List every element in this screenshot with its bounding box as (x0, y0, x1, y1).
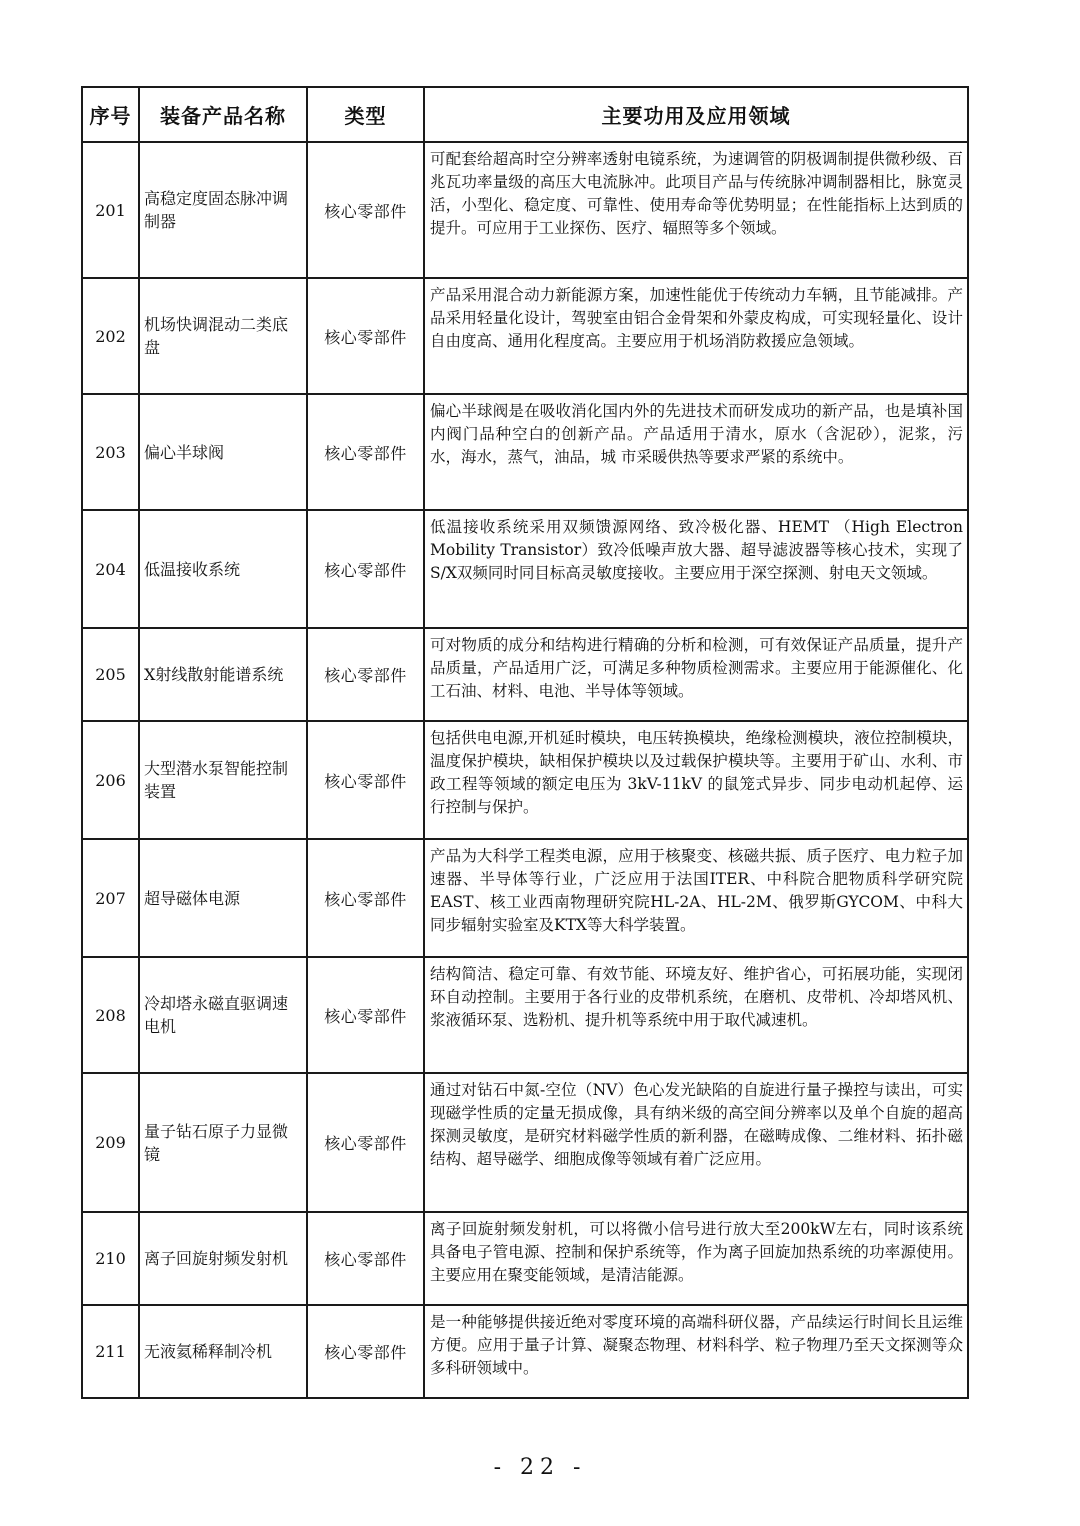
row-product-name: 机场快调混动二类底盘 (139, 278, 307, 394)
row-serial-no: 204 (82, 510, 139, 628)
row-serial-no: 208 (82, 957, 139, 1073)
row-type: 核心零部件 (307, 278, 424, 394)
row-serial-no: 203 (82, 394, 139, 510)
header-product-name: 装备产品名称 (139, 87, 307, 142)
row-description: 产品为大科学工程类电源，应用于核聚变、核磁共振、质子医疗、电力粒子加速器、半导体等行业，广泛应用于法国ITER、中科院合肥物质科学研究院EAST、核工业西南物理研究院HL-2A、HL-2M、俄罗斯GYCOM、中科大同步辐射实验室及KTX等大科学装置。 (424, 839, 968, 957)
row-description: 可对物质的成分和结构进行精确的分析和检测，可有效保证产品质量，提升产品质量，产品适用广泛，可满足多种物质检测需求。主要应用于能源催化、化工石油、材料、电池、半导体等领域。 (424, 628, 968, 721)
row-type: 核心零部件 (307, 1212, 424, 1305)
table-row (82, 628, 968, 721)
page-number: - 22 - (493, 1455, 587, 1480)
row-product-name: 量子钻石原子力显微镜 (139, 1073, 307, 1212)
row-type: 核心零部件 (307, 394, 424, 510)
row-serial-no: 209 (82, 1073, 139, 1212)
row-serial-no: 201 (82, 142, 139, 278)
equipment-table (81, 86, 969, 1399)
row-product-name: 低温接收系统 (139, 510, 307, 628)
row-description: 偏心半球阀是在吸收消化国内外的先进技术而研发成功的新产品，也是填补国内阀门品种空白的创新产品。产品适用于清水，原水（含泥砂），泥浆，污水，海水，蒸气，油品，城 市采暖供热等要求严紧的系统中。 (424, 394, 968, 510)
row-description: 离子回旋射频发射机，可以将微小信号进行放大至200kW左右，同时该系统具备电子管电源、控制和保护系统等，作为离子回旋加热系统的功率源使用。主要应用在聚变能领域，是清洁能源。 (424, 1212, 968, 1305)
row-description: 产品采用混合动力新能源方案，加速性能优于传统动力车辆，且节能减排。产品采用轻量化设计，驾驶室由铝合金骨架和外蒙皮构成，可实现轻量化、设计自由度高、通用化程度高。主要应用于机场消防救援应急领域。 (424, 278, 968, 394)
row-serial-no: 207 (82, 839, 139, 957)
row-type: 核心零部件 (307, 1073, 424, 1212)
table-row (82, 957, 968, 1073)
row-serial-no: 205 (82, 628, 139, 721)
table-row (82, 278, 968, 394)
header-function: 主要功用及应用领域 (424, 87, 968, 142)
table-row (82, 1073, 968, 1212)
row-serial-no: 211 (82, 1305, 139, 1398)
row-type: 核心零部件 (307, 839, 424, 957)
row-serial-no: 210 (82, 1212, 139, 1305)
row-serial-no: 206 (82, 721, 139, 839)
table-row (82, 394, 968, 510)
row-type: 核心零部件 (307, 721, 424, 839)
row-type: 核心零部件 (307, 628, 424, 721)
row-description: 可配套给超高时空分辨率透射电镜系统，为速调管的阴极调制提供微秒级、百兆瓦功率量级的高压大电流脉冲。此项目产品与传统脉冲调制器相比，脉宽灵活，小型化、稳定度、可靠性、使用寿命等优势明显；在性能指标上达到质的提升。可应用于工业探伤、医疗、辐照等多个领域。 (424, 142, 968, 278)
row-description: 通过对钻石中氮-空位（NV）色心发光缺陷的自旋进行量子操控与读出，可实现磁学性质的定量无损成像，具有纳米级的高空间分辨率以及单个自旋的超高探测灵敏度，是研究材料磁学性质的新利器，在磁畴成像、二维材料、拓扑磁结构、超导磁学、细胞成像等领域有着广泛应用。 (424, 1073, 968, 1212)
row-type: 核心零部件 (307, 142, 424, 278)
table-header-row (82, 87, 968, 142)
table-row (82, 1212, 968, 1305)
row-product-name: X射线散射能谱系统 (139, 628, 307, 721)
table-row (82, 510, 968, 628)
row-product-name: 偏心半球阀 (139, 394, 307, 510)
row-product-name: 超导磁体电源 (139, 839, 307, 957)
table-row (82, 142, 968, 278)
table-row (82, 839, 968, 957)
row-type: 核心零部件 (307, 1305, 424, 1398)
row-type: 核心零部件 (307, 510, 424, 628)
table-row (82, 1305, 968, 1398)
row-product-name: 大型潜水泵智能控制装置 (139, 721, 307, 839)
table-row (82, 721, 968, 839)
equipment-table-section (81, 86, 967, 1399)
row-product-name: 离子回旋射频发射机 (139, 1212, 307, 1305)
row-product-name: 无液氦稀释制冷机 (139, 1305, 307, 1398)
row-description: 包括供电电源,开机延时模块，电压转换模块，绝缘检测模块，液位控制模块，温度保护模块，缺相保护模块以及过载保护模块等。主要用于矿山、水利、市政工程等领域的额定电压为 3kV-11kV 的鼠笼式异步、同步电动机起停、运行控制与保护。 (424, 721, 968, 839)
row-serial-no: 202 (82, 278, 139, 394)
row-description: 结构简洁、稳定可靠、有效节能、环境友好、维护省心，可拓展功能，实现闭环自动控制。主要用于各行业的皮带机系统，在磨机、皮带机、冷却塔风机、浆液循环泵、选粉机、提升机等系统中用于取代减速机。 (424, 957, 968, 1073)
row-description: 是一种能够提供接近绝对零度环境的高端科研仪器，产品续运行时间长且运维方便。应用于量子计算、凝聚态物理、材料科学、粒子物理乃至天文探测等众多科研领域中。 (424, 1305, 968, 1398)
row-description: 低温接收系统采用双频馈源网络、致冷极化器、HEMT （High Electron Mobility Transistor）致冷低噪声放大器、超导滤波器等核心技术，实现了S/X双频同时同目标高灵敏度接收。主要应用于深空探测、射电天文领域。 (424, 510, 968, 628)
row-product-name: 高稳定度固态脉冲调制器 (139, 142, 307, 278)
row-product-name: 冷却塔永磁直驱调速电机 (139, 957, 307, 1073)
row-type: 核心零部件 (307, 957, 424, 1073)
header-type: 类型 (307, 87, 424, 142)
header-serial-no: 序号 (82, 87, 139, 142)
